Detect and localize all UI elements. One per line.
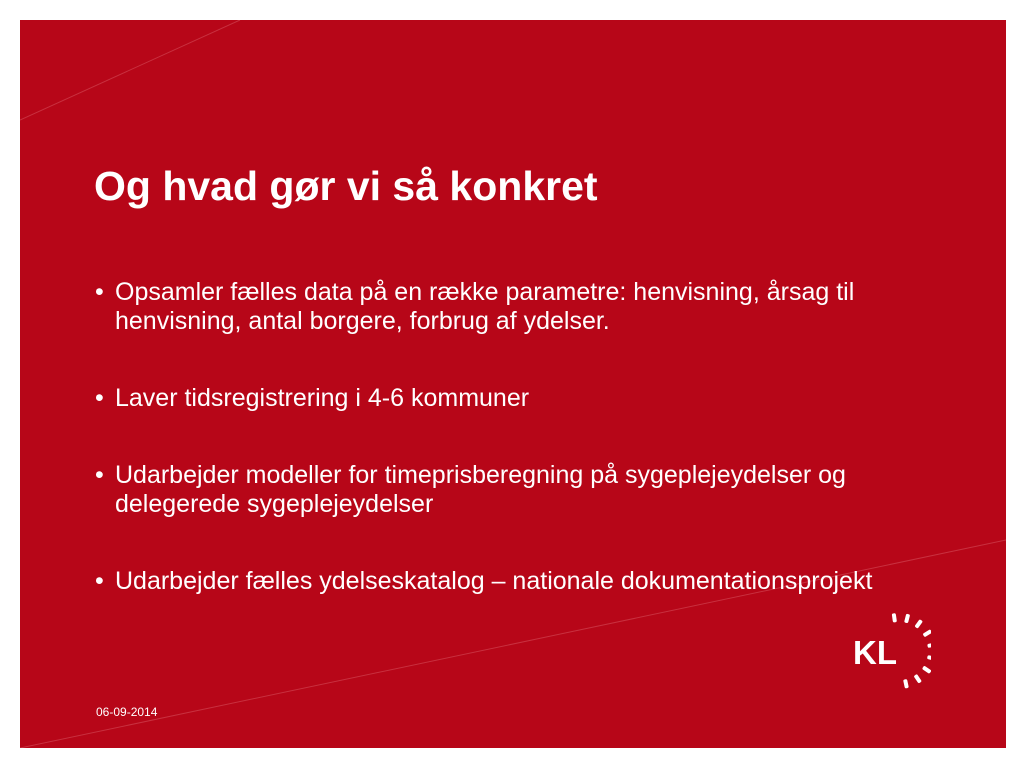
- slide-title: Og hvad gør vi så konkret: [94, 163, 598, 209]
- logo-text: KL: [853, 634, 897, 671]
- bullet-dot: •: [95, 278, 104, 306]
- bullet-item: [94, 567, 954, 596]
- slide-date: 06-09-2014: [96, 705, 158, 719]
- bullet-text: Laver tidsregistrering i 4-6 kommuner: [115, 384, 530, 412]
- bullet-item: [94, 461, 954, 519]
- bullet-item: [94, 278, 954, 336]
- bullet-text: Opsamler fælles data på en række parametre: henvisning, årsag til henvisning, antal borgere, forbrug af ydelser.: [115, 278, 855, 335]
- bullet-list: [94, 278, 954, 644]
- kl-logo-icon: [849, 611, 931, 693]
- bullet-dot: •: [95, 567, 104, 595]
- bullet-item: [94, 384, 954, 413]
- bullet-text: Udarbejder fælles ydelseskatalog – nationale dokumentationsprojekt: [115, 567, 873, 595]
- slide: [20, 20, 1006, 748]
- bullet-text: Udarbejder modeller for timeprisberegning på sygeplejeydelser og delegerede sygeplejeydelser: [115, 461, 846, 518]
- bullet-dot: •: [95, 461, 104, 489]
- bullet-dot: •: [95, 384, 104, 412]
